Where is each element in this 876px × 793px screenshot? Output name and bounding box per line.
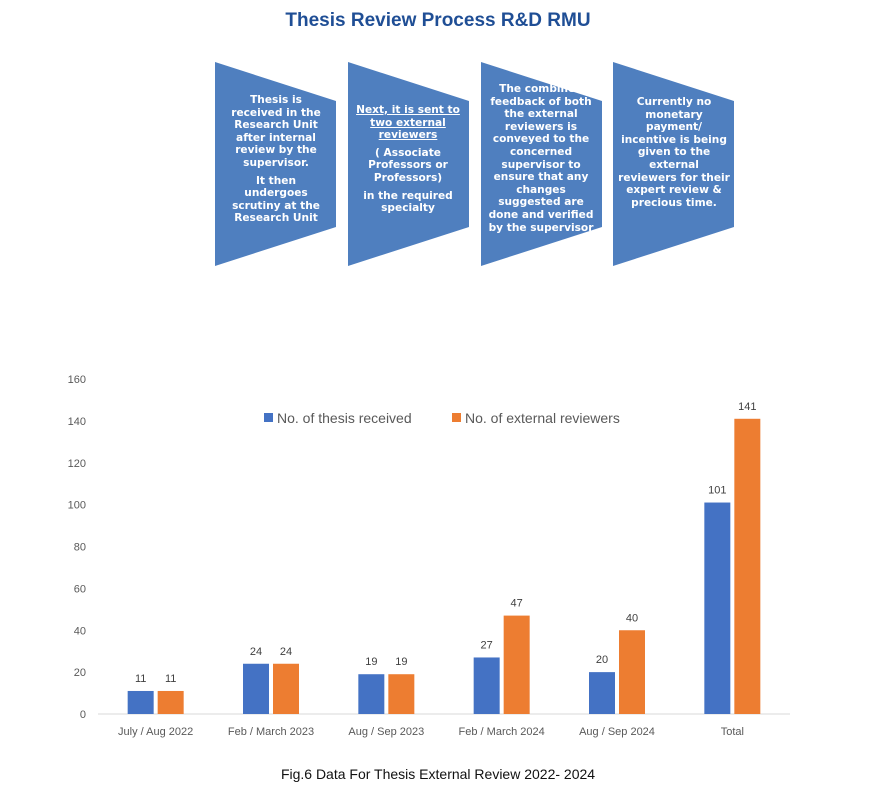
process-step-4-paragraph-1: Currently no monetary payment/ incentive is being given to the external reviewers for their expert review & precious time. [618, 96, 730, 209]
data-label: 19 [395, 656, 408, 669]
process-step-3-paragraph-1: The combined feedback of both the external reviewers is conveyed to the concerned supervisor to ensure that any changes suggested are done and verified by the supervisor [488, 83, 594, 234]
y-tick-label: 160 [67, 374, 86, 386]
bar-reviewers [388, 674, 414, 714]
x-tick-label: Feb / March 2024 [458, 726, 545, 738]
process-step-1-paragraph-2: It then undergoes scrutiny at the Research Unit [232, 174, 320, 225]
process-step-1-paragraph-1: Thesis is received in the Research Unit after internal review by the supervisor. [231, 94, 321, 169]
legend-label: No. of external reviewers [465, 410, 620, 426]
legend-swatch [264, 413, 273, 422]
bar-chart [0, 360, 876, 760]
bar-received [358, 674, 384, 714]
process-step-1-text [224, 94, 328, 237]
y-tick-label: 80 [73, 541, 86, 554]
data-label: 47 [510, 597, 523, 610]
data-label: 141 [738, 400, 757, 413]
y-tick-label: 60 [73, 583, 86, 596]
page-title: Thesis Review Process R&D RMU [285, 10, 591, 31]
bar-reviewers [273, 664, 299, 714]
bar-reviewers [158, 691, 184, 714]
bar-reviewers [619, 630, 645, 714]
data-label: 24 [279, 645, 293, 658]
y-tick-label: 140 [67, 415, 86, 428]
y-tick-label: 20 [73, 667, 86, 680]
y-tick-label: 0 [79, 709, 86, 721]
process-step-2-paragraph-3: in the required specialty [363, 189, 453, 215]
data-label: 11 [134, 672, 147, 685]
bar-reviewers [734, 419, 760, 714]
bar-received [474, 657, 500, 714]
process-step-2-paragraph-2: ( Associate Professors or Professors) [368, 146, 448, 184]
legend-label: No. of thesis received [277, 410, 412, 426]
x-tick-label: July / Aug 2022 [118, 726, 194, 738]
y-tick-label: 120 [67, 457, 86, 470]
y-tick-label: 40 [73, 625, 86, 638]
process-step-2-paragraph-1: Next, it is sent to two external reviewers [356, 104, 460, 142]
bar-reviewers [504, 616, 530, 714]
figure-caption: Fig.6 Data For Thesis External Review 2022- 2024 [280, 766, 596, 782]
x-tick-label: Total [720, 726, 744, 738]
data-label: 40 [625, 612, 639, 625]
data-label: 27 [480, 639, 493, 652]
data-label: 20 [595, 654, 609, 667]
bar-received [243, 664, 269, 714]
process-step-4-text [618, 96, 730, 236]
y-tick-label: 100 [67, 499, 86, 512]
x-tick-label: Feb / March 2023 [227, 726, 315, 738]
bar-received [704, 503, 730, 714]
data-label: 24 [249, 645, 263, 658]
x-tick-label: Aug / Sep 2023 [348, 726, 425, 738]
process-step-2-text [352, 104, 464, 234]
process-step-3-text [484, 83, 598, 243]
data-label: 11 [164, 672, 177, 685]
bar-received [589, 672, 615, 714]
legend-swatch [452, 413, 461, 422]
data-label: 101 [708, 484, 727, 497]
data-label: 19 [365, 656, 378, 669]
bar-received [128, 691, 154, 714]
x-tick-label: Aug / Sep 2024 [579, 726, 655, 738]
